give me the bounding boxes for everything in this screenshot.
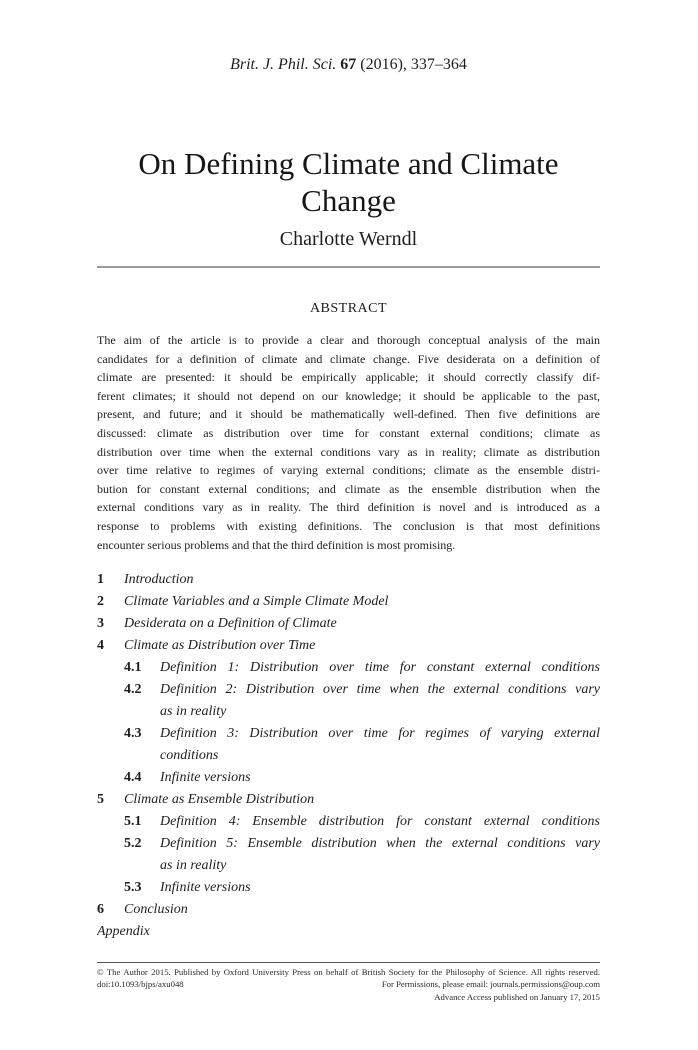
abstract-line: present, and future; and it should be mathematically well-defined. Then five definitions are (97, 407, 600, 422)
copyright-notice: © The Author 2015. Published by Oxford University Press on behalf of British Society for the Philosophy of Science. All rights reserved. (97, 967, 600, 978)
toc-label-line: Desiderata on a Definition of Climate (124, 616, 337, 632)
toc-label (160, 811, 600, 833)
toc-number: 6 (97, 902, 104, 918)
toc-number: 1 (97, 572, 104, 588)
toc-label-line: Conclusion (124, 902, 188, 918)
journal-citation (97, 55, 600, 75)
toc-label (160, 833, 600, 877)
toc-row-4-1 (97, 657, 600, 679)
toc-row-3 (97, 613, 600, 635)
toc-label (97, 921, 600, 943)
abstract-heading: ABSTRACT (309, 301, 388, 316)
journal-year-pages: (2016), 337–364 (360, 56, 467, 73)
toc-row-4-4 (97, 767, 600, 789)
toc-label-line: Infinite versions (160, 770, 251, 786)
abstract-line: distribution over time when the external conditions vary as in reality; climate as distribution (97, 444, 600, 459)
footer-row (97, 978, 600, 990)
permissions-note: For Permissions, please email: journals.permissions@oup.com (381, 979, 600, 990)
toc-label (160, 657, 600, 679)
toc-number: 5.3 (124, 880, 142, 896)
toc-row-appendix (97, 921, 600, 943)
abstract-text (97, 331, 600, 554)
toc-label (160, 767, 600, 789)
toc-label (124, 899, 600, 921)
page-footer (97, 966, 600, 1003)
toc-row-6 (97, 899, 600, 921)
abstract-line: response to problems with existing definitions. The conclusion is that most definitions (97, 518, 600, 533)
toc-label (160, 877, 600, 899)
abstract-line: discussed: climate as distribution over time for constant external conditions; climate as (97, 425, 600, 440)
toc-row-5-1 (97, 811, 600, 833)
toc-number: 5.1 (124, 814, 142, 830)
toc-label (124, 789, 600, 811)
toc-label-line: Definition 5: Ensemble distribution when the external conditions vary (160, 836, 600, 852)
toc-number: 4.4 (124, 770, 142, 786)
toc-number: 4 (97, 638, 104, 654)
toc-number: 4.1 (124, 660, 142, 676)
toc-label-line: Definition 3: Distribution over time for regimes of varying external (160, 726, 600, 742)
abstract-line: ferent climates; it should not depend on our knowledge; it should be applicable to the past, (97, 388, 600, 403)
toc-label (124, 635, 600, 657)
toc-number: 5.2 (124, 836, 142, 852)
abstract-line: candidates for a definition of climate and climate change. Five desiderata on a definition of (97, 351, 600, 366)
toc-label-line: Definition 2: Distribution over time when the external conditions vary (160, 682, 600, 698)
toc-row-5-2 (97, 833, 600, 877)
abstract-line: bution for constant external conditions; and climate as the ensemble distribution when the (97, 481, 600, 496)
toc-label (160, 679, 600, 723)
toc-row-2 (97, 591, 600, 613)
toc-row-5-3 (97, 877, 600, 899)
title-divider (97, 266, 600, 268)
toc-label-line: as in reality (160, 858, 227, 874)
toc-label (124, 591, 600, 613)
toc-label-line: as in reality (160, 704, 227, 720)
toc-label-line: Climate as Ensemble Distribution (124, 792, 315, 808)
toc-number: 2 (97, 594, 104, 610)
toc-number: 4.3 (124, 726, 142, 742)
abstract-line: climate are presented: it should be empirically applicable; it should correctly classify dif- (97, 370, 600, 385)
page-title: On Defining Climate and Climate Change (138, 146, 559, 218)
advance-access-note: Advance Access published on January 17, 2015 (434, 991, 600, 1002)
toc-label-line: Infinite versions (160, 880, 251, 896)
toc-number: 4.2 (124, 682, 142, 698)
abstract-line: encounter serious problems and that the third definition is most promising. (97, 537, 456, 552)
toc-row-4-3 (97, 723, 600, 767)
table-of-contents (97, 569, 600, 943)
toc-label-line: Climate Variables and a Simple Climate Model (124, 594, 389, 610)
toc-label-line: Introduction (124, 572, 194, 588)
author-name: Charlotte Werndl (279, 228, 418, 250)
toc-number: 5 (97, 792, 104, 808)
toc-label (160, 723, 600, 767)
journal-volume: 67 (340, 56, 357, 73)
abstract-line: external conditions vary as in reality. The third definition is novel and is introduced as a (97, 500, 600, 515)
toc-label-line: Definition 1: Distribution over time for constant external conditions (160, 660, 600, 676)
doi: doi:10.1093/bjps/axu048 (97, 979, 184, 990)
toc-label (124, 613, 600, 635)
toc-label-line: Appendix (97, 924, 150, 940)
toc-label-line: Definition 4: Ensemble distribution for constant external conditions (160, 814, 600, 830)
toc-label (124, 569, 600, 591)
toc-label-line: conditions (160, 748, 219, 764)
abstract-line: over time relative to regimes of varying external conditions; climate as the ensemble distri- (97, 463, 600, 478)
toc-row-4 (97, 635, 600, 657)
toc-number: 3 (97, 616, 104, 632)
toc-row-5 (97, 789, 600, 811)
footer-divider (97, 962, 600, 963)
toc-label-line: Climate as Distribution over Time (124, 638, 316, 654)
toc-row-4-2 (97, 679, 600, 723)
journal-name: Brit. J. Phil. Sci. (230, 56, 337, 73)
abstract-line: The aim of the article is to provide a clear and thorough conceptual analysis of the main (97, 333, 600, 347)
toc-row-1 (97, 569, 600, 591)
